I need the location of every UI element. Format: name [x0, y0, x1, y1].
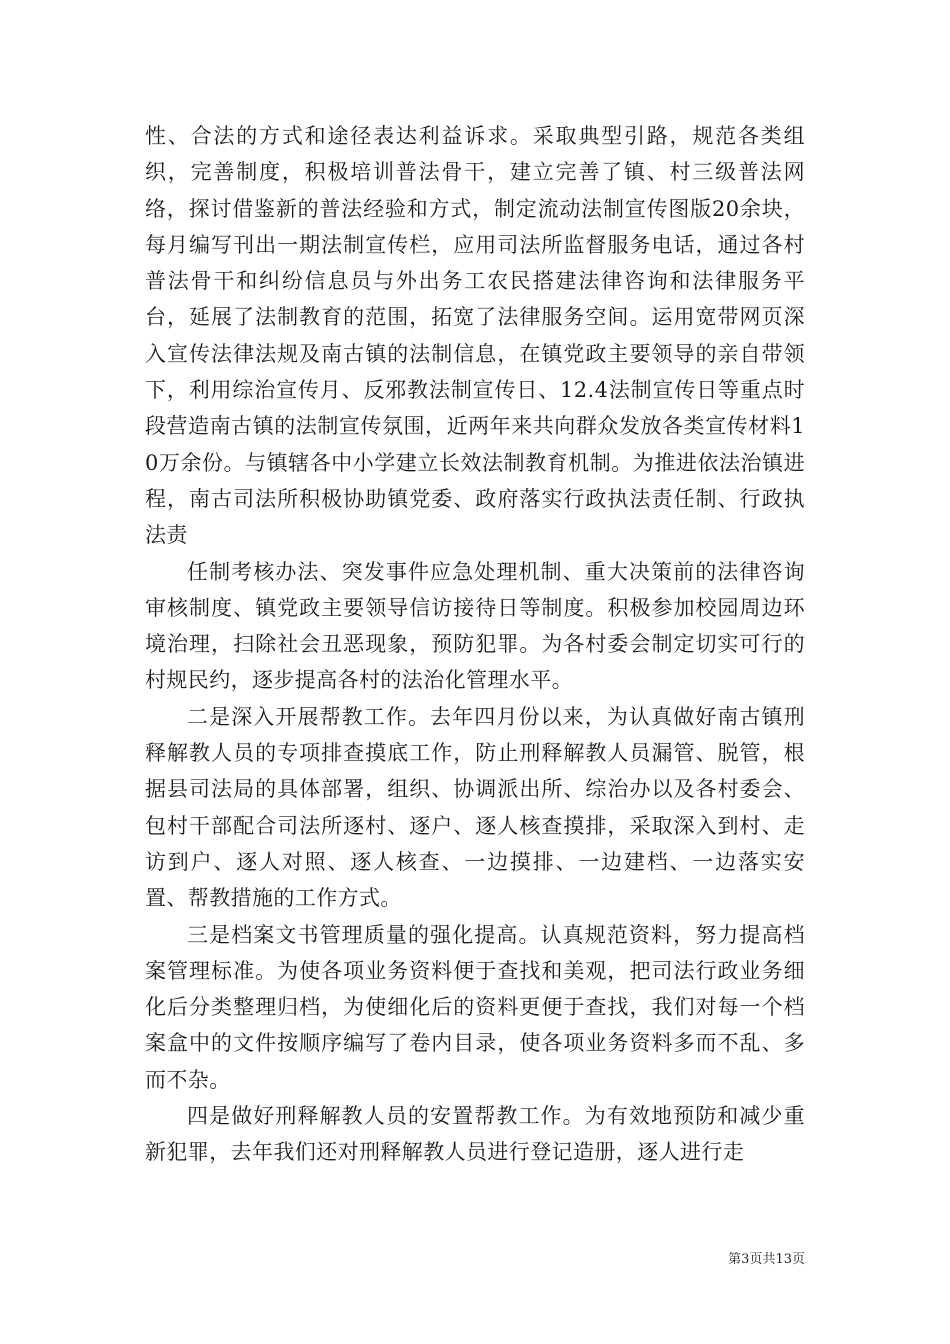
paragraph: 三是档案文书管理质量的强化提高。认真规范资料，努力提高档案管理标准。为使各项业务资料便于查找和美观，把司法行政业务细化后分类整理归档，为使细化后的资料更便于查找，我们对每一个档案盒中的文件按顺序编写了卷内目录，使各项业务资料多而不乱、多而不杂。	[145, 922, 805, 1092]
paragraph: 四是做好刑释解教人员的安置帮教工作。为有效地预防和减少重新犯罪，去年我们还对刑释解教人员进行登记造册，逐人进行走	[145, 1104, 805, 1165]
page-number: 第3页共13页	[728, 1252, 805, 1267]
paragraph: 二是深入开展帮教工作。去年四月份以来，为认真做好南古镇刑释解教人员的专项排查摸底工作，防止刑释解教人员漏管、脱管，根据县司法局的具体部署，组织、协调派出所、综治办以及各村委会、包村干部配合司法所逐村、逐户、逐人核查摸排，采取深入到村、走访到户、逐人对照、逐人核查、一边摸排、一边建档、一边落实安置、帮教措施的工作方式。	[145, 704, 805, 911]
paragraph-continued: 性、合法的方式和途径表达利益诉求。采取典型引路，规范各类组织，完善制度，积极培训普法骨干，建立完善了镇、村三级普法网络，探讨借鉴新的普法经验和方式，制定流动法制宣传图版20余块，每月编写刊出一期法制宣传栏，应用司法所监督服务电话，通过各村普法骨干和纠纷信息员与外出务工农民搭建法律咨询和法律服务平台，延展了法制教育的范围，拓宽了法律服务空间。运用宽带网页深入宣传法律法规及南古镇的法制信息，在镇党政主要领导的亲自带领下，利用综治宣传月、反邪教法制宣传日、12.4法制宣传日等重点时段营造南古镇的法制宣传氛围，近两年来共向群众发放各类宣传材料10万余份。与镇辖各中小学建立长效法制教育机制。为推进依法治镇进程，南古司法所积极协助镇党委、政府落实行政执法责任制、行政执法责	[145, 124, 805, 548]
document-body	[145, 118, 805, 1171]
paragraph: 任制考核办法、突发事件应急处理机制、重大决策前的法律咨询审核制度、镇党政主要领导信访接待日等制度。积极参加校园周边环境治理，扫除社会丑恶现象，预防犯罪。为各村委会制定切实可行的村规民约，逐步提高各村的法治化管理水平。	[145, 559, 805, 693]
